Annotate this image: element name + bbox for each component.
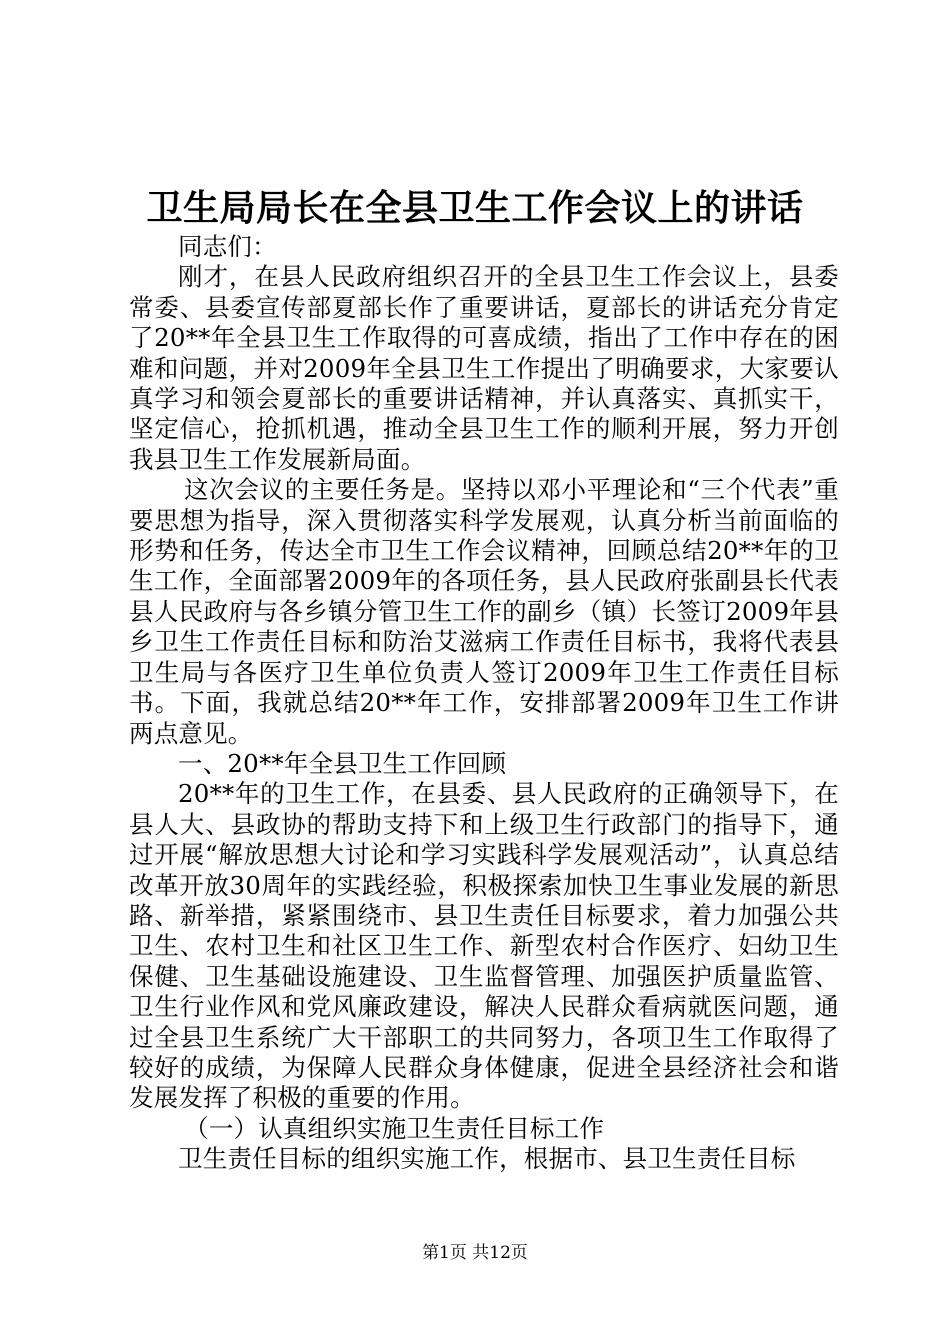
body-paragraph: 20**年的卫生工作，在县委、县人民政府的正确领导下，在县人大、县政协的帮助支持下和上级卫生行政部门的指导下，通过开展“解放思想大讨论和学习实践科学发展观活动”，认真总结改革开放30周年的实践经验，积极探索加快卫生事业发展的新思路、新举措，紧紧围绕市、县卫生责任目标要求，着力加强公共卫生、农村卫生和社区卫生工作、新型农村合作医疗、妇幼卫生保健、卫生基础设施建设、卫生监督管理、加强医护质量监管、卫生行业作风和党风廉政建设，解决人民群众看病就医问题，通过全县卫生系统广大干部职工的共同努力，各项卫生工作取得了较好的成绩，为保障人民群众身体健康，促进全县经济社会和谐发展发挥了积极的重要的作用。 [129, 779, 839, 1113]
document-title: 卫生局局长在全县卫生工作会议上的讲话 [146, 187, 804, 229]
body-paragraph: 刚才，在县人民政府组织召开的全县卫生工作会议上，县委常委、县委宣传部夏部长作了重要讲话，夏部长的讲话充分肯定了20**年全县卫生工作取得的可喜成绩，指出了工作中存在的困难和问题，并对2009年全县卫生工作提出了明确要求，大家要认真学习和领会夏部长的重要讲话精神，并认真落实、真抓实干，坚定信心，抢抓机遇，推动全县卫生工作的顺利开展，努力开创我县卫生工作发展新局面。 [129, 262, 839, 474]
subsection-heading: （一）认真组织实施卫生责任目标工作 [184, 1113, 605, 1143]
page-footer: 第1页 共12页 [422, 1243, 528, 1263]
section-heading: 一、20**年全县卫生工作回顾 [178, 748, 507, 778]
body-paragraph: 卫生责任目标的组织实施工作，根据市、县卫生责任目标 [178, 1144, 796, 1174]
body-paragraph: 这次会议的主要任务是。坚持以邓小平理论和“三个代表”重要思想为指导，深入贯彻落实科学发展观，认真分析当前面临的形势和任务，传达全市卫生工作会议精神，回顾总结20**年的卫生工作，全面部署2009年的各项任务，县人民政府张副县长代表县人民政府与各乡镇分管卫生工作的副乡（镇）长签订2009年县乡卫生工作责任目标和防治艾滋病工作责任目标书，我将代表县卫生局与各医疗卫生单位负责人签订2009年卫生工作责任目标书。下面，我就总结20**年工作，安排部署2009年卫生工作讲两点意见。 [129, 475, 839, 748]
salutation-paragraph: 同志们： [178, 232, 277, 261]
document-body [129, 232, 839, 1175]
